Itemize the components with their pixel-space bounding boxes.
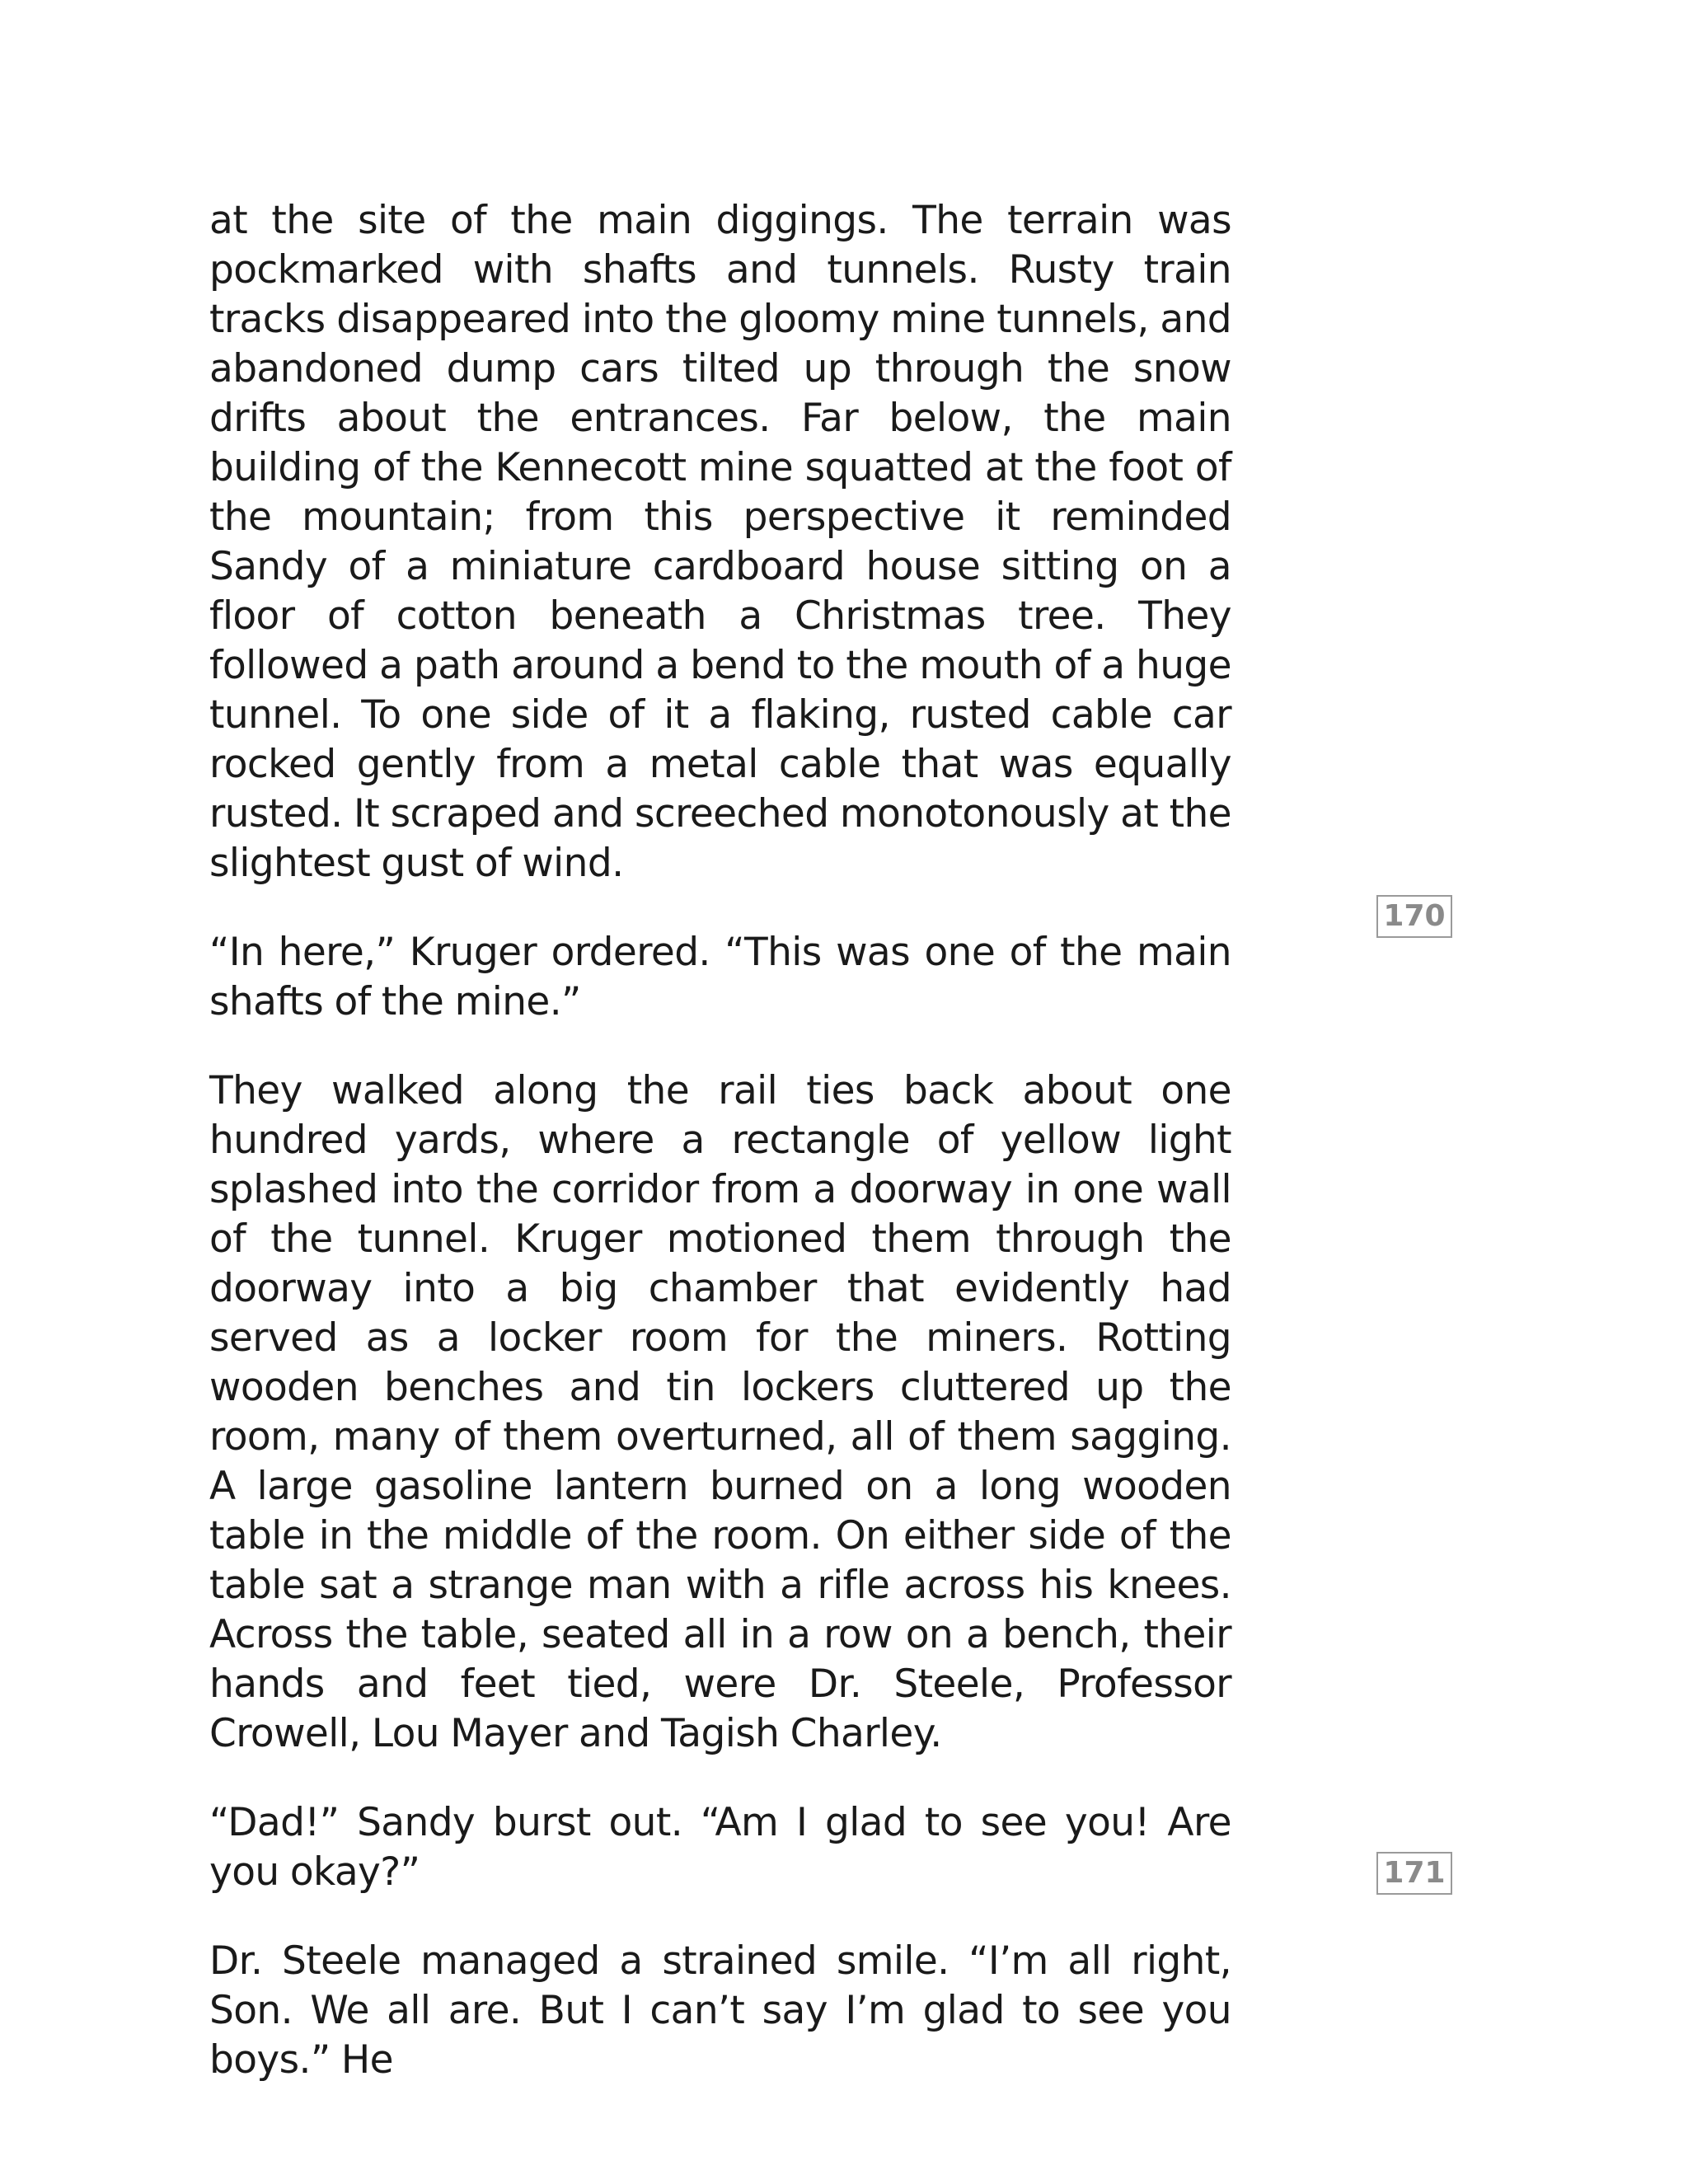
page-number-marker: 171 <box>1376 1852 1452 1895</box>
paragraph-1: at the site of the main diggings. The terrain was pockmarked with shafts and tunnels. Rusty train tracks disappeared into the gloomy mine tunnels, and abandoned dump cars tilted up through the snow drifts about the entrances. Far below, the main building of the Kennecott mine squatted at the foot of the mountain; from this perspective it reminded Sandy of a miniature cardboard house sitting on a floor of cotton beneath a Christmas tree. They followed a path around a bend to the mouth of a huge tunnel. To one side of it a flaking, rusted cable car rocked gently from a metal cable that was equally rusted. It scraped and screeched monotonously at the slightest gust of wind. <box>209 198 1231 886</box>
paragraph-2: “In here,” Kruger ordered. “This was one of the main shafts of the mine.” <box>209 930 1231 1024</box>
paragraph-5: Dr. Steele managed a strained smile. “I’m all right, Son. We all are. But I can’t say I’m glad to see you boys.” He <box>209 1938 1231 2083</box>
body-text <box>209 196 1231 2125</box>
page-number-marker: 170 <box>1376 895 1452 938</box>
paragraph-4: “Dad!” Sandy burst out. “Am I glad to see you! Are you okay?” <box>209 1800 1231 1895</box>
paragraph-3: They walked along the rail ties back about one hundred yards, where a rectangle of yellow light splashed into the corridor from a doorway in one wall of the tunnel. Kruger motioned them through the doorway into a big chamber that evidently had served as a locker room for the miners. Rotting wooden benches and tin lockers cluttered up the room, many of them overturned, all of them sagging. A large gasoline lantern burned on a long wooden table in the middle of the room. On either side of the table sat a strange man with a rifle across his knees. Across the table, seated all in a row on a bench, their hands and feet tied, were Dr. Steele, Professor Crowell, Lou Mayer and Tagish Charley. <box>209 1068 1231 1756</box>
